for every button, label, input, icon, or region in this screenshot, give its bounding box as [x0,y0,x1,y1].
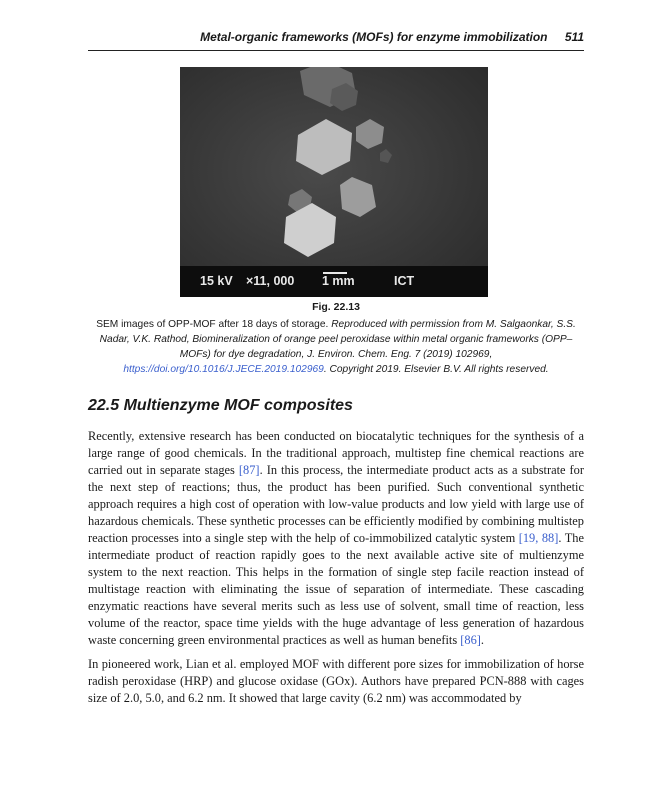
sem-institution: ICT [394,274,415,288]
body-paragraph-1 [88,428,584,649]
section-heading: 22.5 Multienzyme MOF composites [88,397,353,414]
sem-scale: 1 mm [322,274,355,288]
page-number: 511 [564,30,584,44]
sem-micrograph [180,67,488,297]
sem-magnification: ×11, 000 [246,274,295,288]
paragraph-text: Recently, extensive research has been conducted on biocatalytic techniques for the synthesis of a large range of good chemicals. In the traditional approach, multistep fine chemical reactions are carried out in separate stages [88,429,584,477]
caption-credit: Reproduced with permission from M. Salgaonkar, S.S. Nadar, V.K. Rathod, Biomineralization of orange peel peroxidase within metal organic frameworks (OPP–MOFs) for dye degradation, J. Environ. Chem. Eng. 7 (2019) 102969, [99,319,576,360]
paragraph-text: . In this process, the intermediate product acts as a substrate for the next step of reactions; thus, the product has been purified. Such conventional synthetic approach requires a high cost of operation with low-value products and low yield with large use of hazardous chemicals. These synthetic processes can be efficiently modified by combining multistep reaction processes into a single step with the help of co-immobilized catalytic system [88,463,585,545]
citation-link[interactable]: [87] [238,463,260,477]
paragraph-text: . [480,633,485,647]
running-header-title: Metal-organic frameworks (MOFs) for enzyme immobilization [200,30,548,44]
citation-link[interactable]: [86] [460,633,481,647]
sem-image [180,67,488,297]
paragraph-text: . The intermediate product of reaction rapidly goes to the next available active site of multienzyme system to the next reaction. This helps in the formation of single step facile reaction instead of multistage reaction with eliminating the issue of separation of intermediate. These cascading enzymatic reactions have several merits such as less use of solvent, small time of reaction, less volume of the reactor, space time yields with the huge advantage of less generation of hazardous waste concerning green environmental practices as well as human benefits [88,531,584,647]
sem-voltage: 15 kV [200,274,233,288]
caption-text: SEM images of OPP-MOF after 18 days of storage. [96,319,332,330]
figure-caption [96,317,576,377]
figure-label: Fig. 22.13 [312,301,360,313]
sem-info-bar [180,266,488,297]
body-paragraph-2: In pioneered work, Lian et al. employed MOF with different pore sizes for immobilization of horse radish peroxidase (HRP) and glucose oxidase (GOx). Authors have prepared PCN-888 with cages size of 2.0, 5.0, and 6.2 nm. It showed that large cavity (6.2 nm) was accommodated by [88,657,584,705]
running-header [88,30,584,51]
caption-doi-link[interactable]: https://doi.org/10.1016/J.JECE.2019.102969 [123,364,324,375]
citation-link[interactable]: [19, 88] [518,531,559,545]
caption-copyright: . Copyright 2019. Elsevier B.V. All rights reserved. [323,364,549,375]
